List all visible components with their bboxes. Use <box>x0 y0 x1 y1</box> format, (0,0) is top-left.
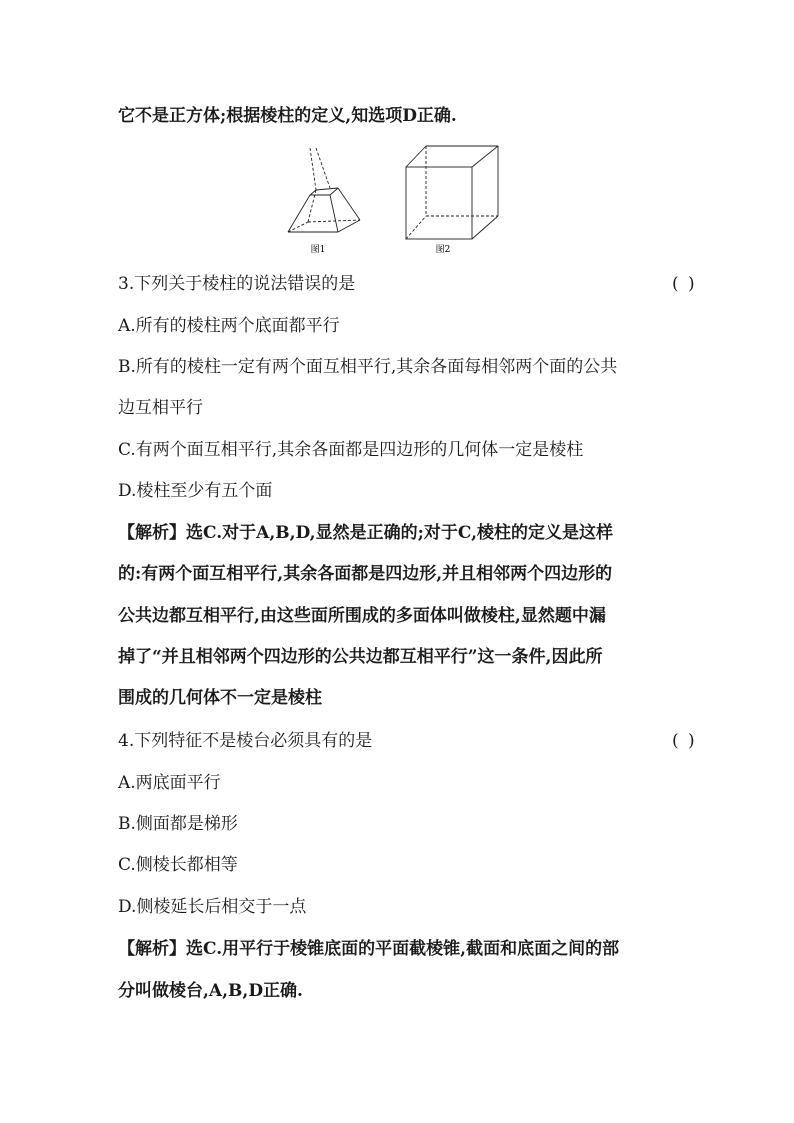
q3-answer-paren: ( ) <box>672 274 697 294</box>
q3-analysis-line2: 的:有两个面互相平行,其余各面都是四边形,并且相邻两个四边形的 <box>118 564 613 584</box>
q4-option-b: B.侧面都是梯形 <box>118 814 238 834</box>
q4-answer-paren: ( ) <box>672 731 697 751</box>
q4-option-c: C.侧棱长都相等 <box>118 855 238 875</box>
q3-stem: 3.下列关于棱柱的说法错误的是 <box>118 274 356 294</box>
cube-figure <box>406 146 498 239</box>
q3-analysis-line1 <box>118 521 718 545</box>
q3-option-c: C.有两个面互相平行,其余各面都是四边形的几何体一定是棱柱 <box>118 440 584 460</box>
figure-1-caption: 图1 <box>310 245 326 255</box>
q4-analysis-line2: 分叫做棱台,A,B,D正确. <box>118 981 303 1001</box>
intro-text: 它不是正方体;根据棱柱的定义,知选项D正确. <box>118 106 457 126</box>
q3-option-b-line2: 边互相平行 <box>118 398 203 418</box>
q3-analysis-text1: 选C.对于A,B,D,显然是正确的;对于C,棱柱的定义是这样 <box>186 523 614 543</box>
q3-analysis-line5: 围成的几何体不一定是棱柱 <box>118 688 322 708</box>
figure-2-caption: 图2 <box>435 245 451 255</box>
q3-option-b-line1: B.所有的棱柱一定有两个面互相平行,其余各面每相邻两个面的公共 <box>118 357 618 377</box>
q4-option-a: A.两底面平行 <box>118 773 221 793</box>
q4-option-d: D.侧棱延长后相交于一点 <box>118 897 307 917</box>
q4-stem: 4.下列特征不是棱台必须具有的是 <box>118 731 373 751</box>
frustum-figure <box>288 148 360 232</box>
q4-analysis-text1: 选C.用平行于棱锥底面的平面截棱锥,截面和底面之间的部 <box>186 939 620 959</box>
q4-analysis-line1 <box>118 937 718 961</box>
q3-analysis-line3: 公共边都互相平行,由这些面所围成的多面体叫做棱柱,显然题中漏 <box>118 606 606 626</box>
prism-figures <box>280 140 520 260</box>
q4-analysis-label: 【解析】 <box>118 939 186 959</box>
q3-analysis-line4: 掉了“并且相邻两个四边形的公共边都互相平行”这一条件,因此所 <box>118 647 603 667</box>
q3-analysis-label: 【解析】 <box>118 523 186 543</box>
q3-option-a: A.所有的棱柱两个底面都平行 <box>118 316 340 336</box>
q3-option-d: D.棱柱至少有五个面 <box>118 481 273 501</box>
